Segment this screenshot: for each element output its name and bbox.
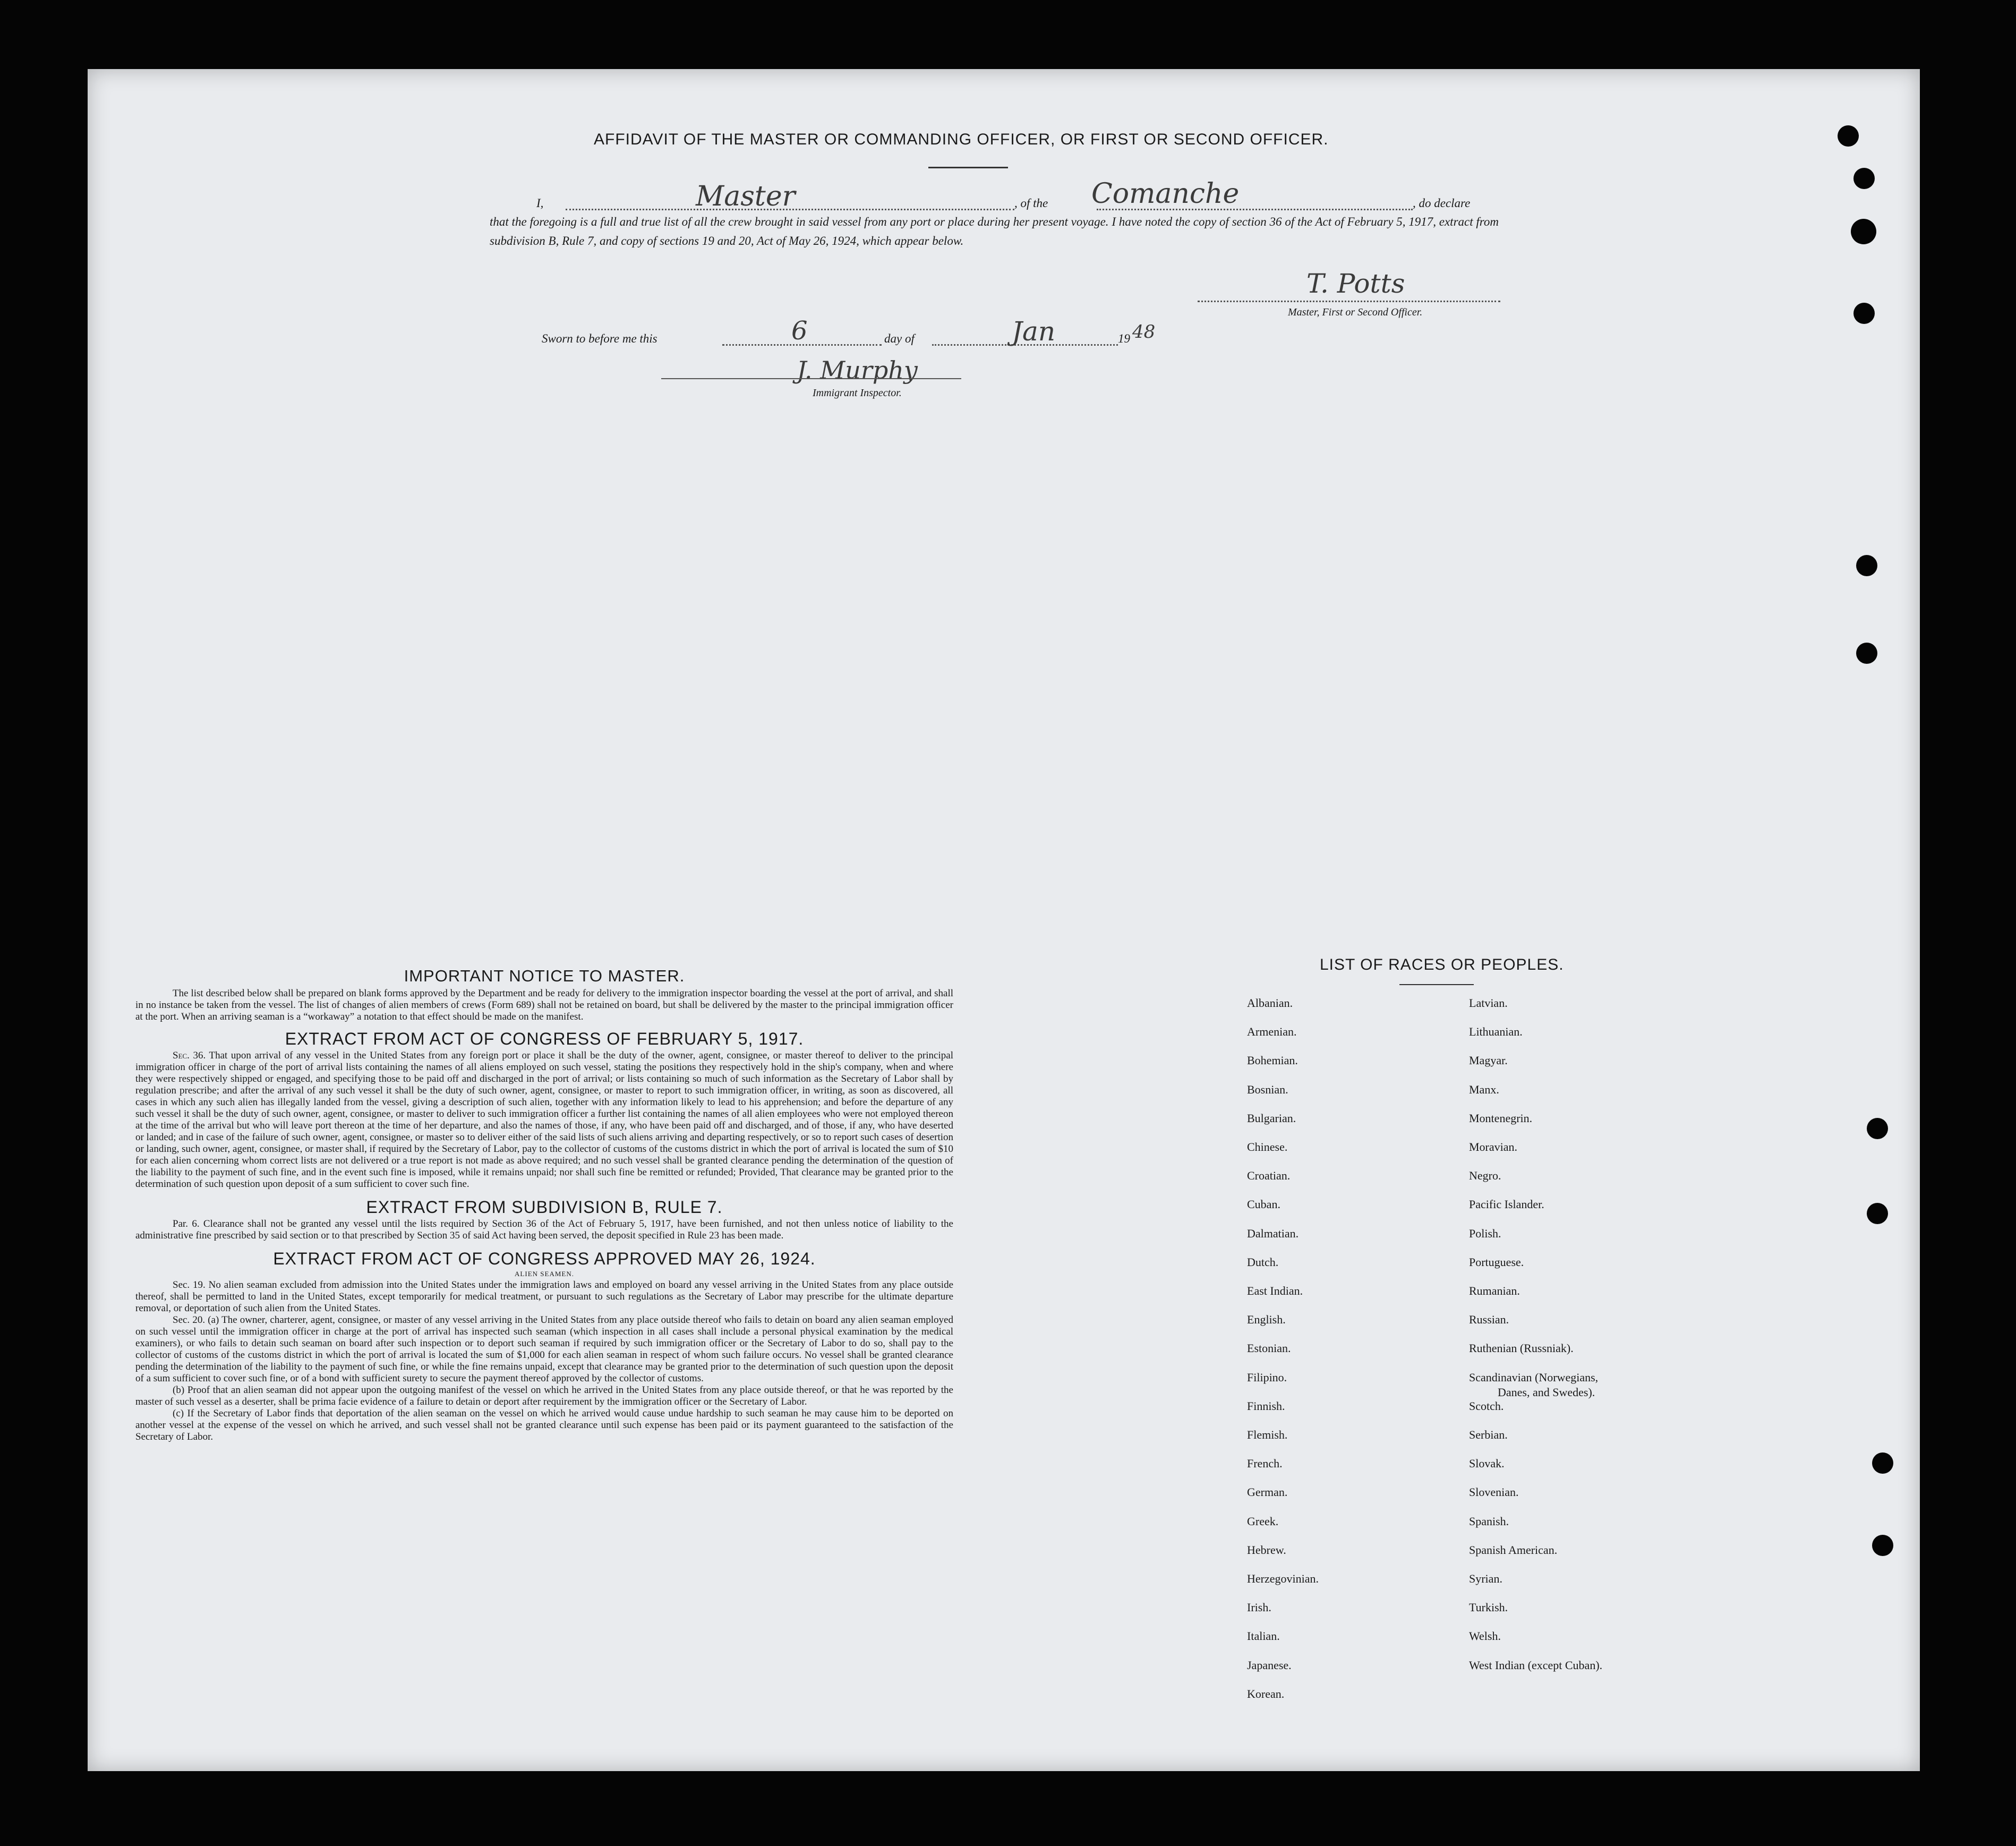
race-item: Lithuanian. [1469, 1025, 1523, 1039]
race-item: Polish. [1469, 1226, 1501, 1240]
race-item: French. [1247, 1457, 1283, 1471]
punch-hole [1872, 1535, 1893, 1556]
affidavit-title: AFFIDAVIT OF THE MASTER OR COMMANDING OFFICER, OR FIRST OR SECOND OFFICER. [594, 131, 1329, 148]
race-item: Moravian. [1469, 1140, 1518, 1153]
punch-hole [1851, 219, 1876, 244]
rule-7-text: Par. 6. Clearance shall not be granted any vessel until the lists required by Section 36 of the Act of February 5, 1917, have been furnished, and not then unless notice of liability to the administrative fine prescribed by said section or to that prescribed by Section 35 of said Act having been served, the deposit specified in Rule 23 has been made. [135, 1218, 953, 1241]
extract-1924-title: EXTRACT FROM ACT OF CONGRESS APPROVED MAY 26, 1924. [273, 1249, 816, 1268]
race-item: Danes, and Swedes). [1498, 1385, 1595, 1399]
section-36-label: Sec. 36. [173, 1050, 206, 1061]
section-19-text: Sec. 19. No alien seaman excluded from admission into the United States under the immigration laws and employed on board any vessel arriving in the United States from any place outside thereof, shall be permitted to land in the United States, except temporarily for medical treatment, or pursuant to such regulations as the Secretary of Labor may prescribe for the ultimate departure removal, or deportation of such alien from the United States. [135, 1279, 953, 1314]
extract-1917-text [135, 1050, 953, 1190]
race-item: Herzegovinian. [1247, 1572, 1319, 1585]
punch-hole [1856, 555, 1877, 576]
race-item: Serbian. [1469, 1428, 1508, 1441]
race-item: Scotch. [1469, 1399, 1504, 1413]
race-item: Finnish. [1247, 1399, 1285, 1413]
race-item: Ruthenian (Russniak). [1469, 1341, 1574, 1355]
race-item: Greek. [1247, 1514, 1279, 1528]
declaration-i: I, [536, 196, 544, 210]
race-item: Russian. [1469, 1313, 1509, 1327]
sworn-prefix: Sworn to before me this [542, 332, 657, 345]
race-item: Latvian. [1469, 996, 1508, 1010]
race-item: Welsh. [1469, 1629, 1501, 1643]
race-item: Chinese. [1247, 1140, 1288, 1153]
declaration-of-the: , of the [1014, 196, 1048, 210]
master-signature-label: Master, First or Second Officer. [1288, 306, 1423, 318]
race-item: Manx. [1469, 1082, 1499, 1096]
race-item: Turkish. [1469, 1601, 1508, 1614]
race-item: Korean. [1247, 1687, 1285, 1700]
race-item: Albanian. [1247, 996, 1293, 1010]
race-item: Japanese. [1247, 1658, 1292, 1672]
race-item: Dutch. [1247, 1255, 1279, 1269]
race-item: Negro. [1469, 1169, 1501, 1183]
race-item: Spanish. [1469, 1514, 1509, 1528]
race-item: Hebrew. [1247, 1543, 1286, 1557]
section-20a-text: Sec. 20. (a) The owner, charterer, agent, consignee, or master of any vessel arriving in the United States from any place outside thereof who fails to detain on board any alien seaman employed on such vessel until the immigration officer in charge at the port of arrival has inspected such seaman (which inspection in all cases shall include a personal physical examination by the medical examiners), or who fails to detain such seaman on board after such inspection or to deport such seaman if required by such immigration officer or the Secretary of Labor to do so, shall pay to the collector of customs of the customs district in which the port of arrival is located the sum of $1,000 for each alien seaman in respect of whom such failure occurs. No vessel shall be granted clearance pending the determination of the liability to the payment of such fine, or while the fine remains unpaid, except that clearance may be granted prior to the determination of such question upon the deposit of a sum sufficient to cover such fine, or of a bond with sufficient surety to secure the payment thereof approved by the collector of customs. [135, 1314, 953, 1384]
race-item: Armenian. [1247, 1025, 1297, 1039]
race-item: Irish. [1247, 1601, 1271, 1614]
race-item: Bohemian. [1247, 1054, 1298, 1067]
sworn-year-printed: 19 [1118, 332, 1130, 345]
rule-7-title: EXTRACT FROM SUBDIVISION B, RULE 7. [366, 1198, 723, 1217]
title-divider [928, 167, 1008, 168]
race-item: Portuguese. [1469, 1255, 1524, 1269]
extract-1924-subtitle: ALIEN SEAMEN. [515, 1270, 574, 1278]
race-item: Bulgarian. [1247, 1111, 1296, 1125]
inspector-label: Immigrant Inspector. [813, 387, 902, 399]
race-item: Italian. [1247, 1629, 1280, 1643]
section-20c-text: (c) If the Secretary of Labor finds that deportation of the alien seaman on the vessel on which he arrived would cause undue hardship to such seaman he may cause him to be deported on another vessel at the expense of the vessel on which he arrived, and such vessel shall not be granted clearance until such expense has been paid or its payment guaranteed to the satisfaction of the Secretary of Labor. [135, 1408, 953, 1442]
race-item: Syrian. [1469, 1572, 1502, 1585]
section-36-body: That upon arrival of any vessel in the United States from any foreign port or place it shall be the duty of the owner, agent, consignee, or master thereof to deliver to the principal immigration officer in charge of the port of arrival lists containing the names of all aliens employed on such vessel, stating the positions they respectively hold in the ship's company, when and where they were respectively shipped or engaged, and specifying those to be paid off and discharged in the port of arrival; or lists containing so much of such information as the Secretary of Labor shall by regulation prescribe; and after the arrival of any such vessel it shall be the duty of such owner, agent, consignee, or master to report to such immigration officer, in writing, as soon as discovered, all cases in which any such alien has illegally landed from the vessel, giving a description of such alien, together with any information likely to lead to his apprehension; and before the departure of any such vessel it shall be the duty of such owner, agent, consignee, or master to deliver to such immigration officer a further list containing the names of all alien employees who were not employed thereon at the time of the arrival but who will leave port thereon at the time of her departure, and also the names of those, if any, who have been paid off and discharged, and of those, if any, who have deserted or landed; and in case of the failure of such owner, agent, consignee, or master so to deliver either of the said lists of such aliens arriving and departing respectively, or so to report such cases of desertion or landing, such owner, agent, consignee, or master shall, if required by the Secretary of Labor, pay to the collector of customs of the customs district in which the port of arrival is located the sum of $10 for each alien concerning whom correct lists are not delivered or a true report is not made as above required; and no such vessel shall be granted clearance pending the determination of the question of the liability to the payment of such fine, and in the event such fine is imposed, while it remains unpaid; nor shall such fine be remitted or refunded; Provided, That clearance may be granted prior to the determination of such question upon deposit of a sum sufficient to cover such fine. [135, 1050, 953, 1190]
race-item: Slovenian. [1469, 1485, 1519, 1499]
race-item: Cuban. [1247, 1198, 1280, 1211]
race-item: West Indian (except Cuban). [1469, 1658, 1603, 1672]
declaration-do-declare: , do declare [1413, 196, 1471, 210]
sworn-day-of: day of [884, 332, 915, 345]
legal-notices [135, 967, 953, 1443]
punch-hole [1867, 1118, 1888, 1139]
punch-hole [1853, 168, 1875, 189]
race-item: Filipino. [1247, 1370, 1287, 1384]
notice-title: IMPORTANT NOTICE TO MASTER. [404, 967, 685, 985]
section-20b-text: (b) Proof that an alien seaman did not appear upon the outgoing manifest of the vessel on which he arrived in the United States from any place outside thereof, or that he was reported by the master of such vessel as a deserter, shall be prima facie evidence of a failure to detain or deport after requirement by the immigration officer or the Secretary of Labor. [135, 1384, 953, 1407]
handwritten-name: Master [696, 181, 796, 212]
race-item: Spanish American. [1469, 1543, 1558, 1557]
race-item: Dalmatian. [1247, 1226, 1299, 1240]
punch-hole [1856, 643, 1877, 664]
master-signature: T. Potts [1306, 268, 1405, 299]
race-item: Slovak. [1469, 1457, 1505, 1471]
declaration-body: that the foregoing is a full and true list of all the crew brought in said vessel from any port or place during her present voyage. I have noted the copy of section 36 of the Act of February 5, 1917, extract from subdivision B, Rule 7, and copy of sections 19 and 20, Act of May 26, 1924, which appear below. [490, 215, 1499, 247]
sworn-day: 6 [791, 316, 808, 346]
race-item: Flemish. [1247, 1428, 1288, 1441]
race-item: Rumanian. [1469, 1284, 1520, 1297]
punch-hole [1872, 1452, 1893, 1474]
race-item: German. [1247, 1485, 1288, 1499]
races-title-divider [1399, 984, 1474, 985]
race-item: Croatian. [1247, 1169, 1291, 1183]
punch-hole [1867, 1203, 1888, 1224]
master-signature-line [1198, 301, 1500, 302]
notice-text: The list described below shall be prepared on blank forms approved by the Department and be ready for delivery to the immigration inspector boarding the vessel at the port of arrival, and shall in no instance be taken from the vessel. The list of changes of alien members of crews (Form 689) shall not be retained on board, but shall be delivered by the master to the principal immigration officer at the port. When an arriving seaman is a “workaway” a notation to that effect should be made on the manifest. [135, 988, 953, 1022]
sworn-month: Jan [1012, 316, 1056, 347]
inspector-signature: J. Murphy [797, 356, 918, 384]
race-item: Magyar. [1469, 1054, 1508, 1067]
handwritten-vessel-name: Comanche [1091, 178, 1240, 210]
race-item: Bosnian. [1247, 1082, 1288, 1096]
race-item: English. [1247, 1313, 1286, 1327]
sworn-year-handwritten: 48 [1132, 321, 1156, 343]
punch-hole [1838, 125, 1859, 147]
race-item: Scandinavian (Norwegians, [1469, 1370, 1599, 1384]
punch-hole [1853, 303, 1875, 324]
race-item: Montenegrin. [1469, 1111, 1533, 1125]
race-item: East Indian. [1247, 1284, 1303, 1297]
race-item: Pacific Islander. [1469, 1198, 1544, 1211]
races-title: LIST OF RACES OR PEOPLES. [1320, 956, 1564, 973]
extract-1917-title: EXTRACT FROM ACT OF CONGRESS OF FEBRUARY 5, 1917. [285, 1029, 804, 1048]
race-item: Estonian. [1247, 1341, 1291, 1355]
document-page [88, 69, 1920, 1771]
inspector-signature-line [661, 378, 961, 379]
